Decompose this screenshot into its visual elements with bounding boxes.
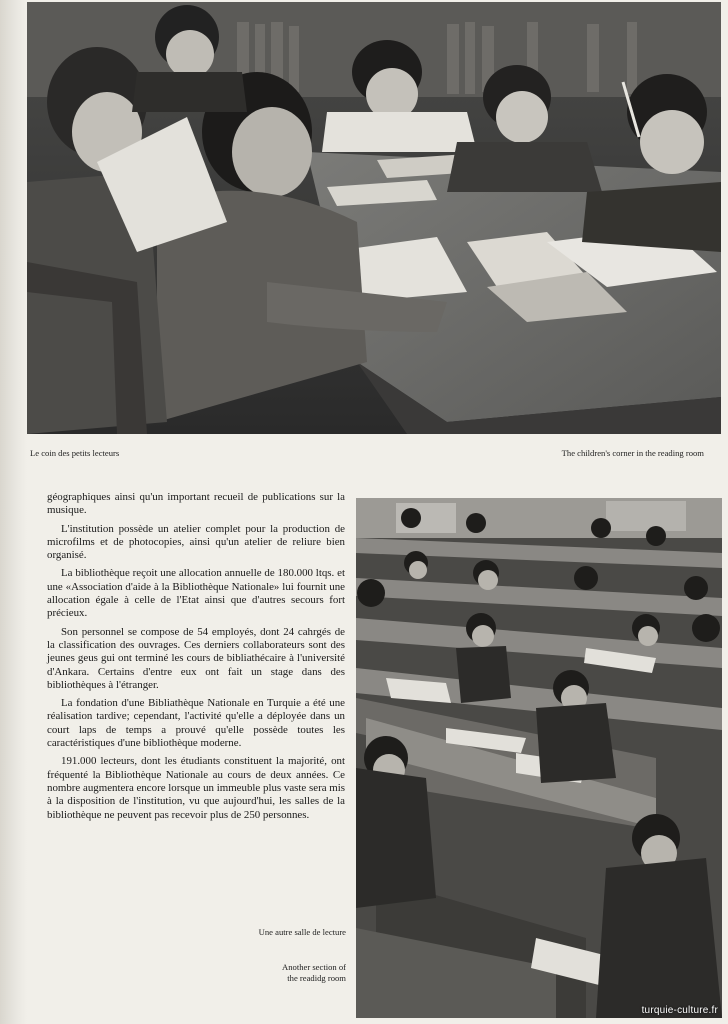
paragraph-5: La fondation d'une Bibliathèque Nationale en Turquie a été une réalisation tardive; cependant, l'activité qu'elle a déployée dans un court laps de temps a prouvé qu'elle possède toutes les caractéristiques d'une bibliothèque moderne.	[47, 697, 345, 750]
paragraph-3: La bibliothèque reçoit une allocation annuelle de 180.000 ltqs. et une «Association d'aide à la Bibliothèque Nationale» lui fournit une allocation égale à celle de l'Etat ainsi que d'autres secours fort précieux.	[47, 567, 345, 620]
caption-english-line-1: Another section of	[282, 962, 346, 972]
paragraph-4: Son personnel se compose de 54 employés, dont 24 cahrgés de la classification des ouvrages. Ces derniers collaborateurs sont des jeunes geus gui ont terminé les cours de bibliathécaire à l'université d'Ankara. Certains d'entre eux ont fait un stage dans des bibliothèques à l'étranger.	[47, 625, 345, 691]
article-body	[47, 491, 345, 827]
reading-room-photo	[356, 498, 722, 1018]
caption-english-line-2: the readidg room	[287, 973, 346, 983]
paragraph-1: géographiques ainsi qu'un important recueil de publications sur la musique.	[47, 491, 345, 517]
paragraph-2: L'institution possède un atelier complet pour la production de microfilms et de photocopies, ainsi qu'un atelier de reliure bien organisé.	[47, 522, 345, 562]
paragraph-6: 191.000 lecteurs, dont les étudiants constituent la majorité, ont fréquenté la Bibliothèque Nationale au cours de deux années. Ce nombre augmentera encore lorsque un immeuble plus vaste sera mis à la disposition de l'institution, vu que aujourd'hui, les salles de la bibliothèque ne peuvent pas recevoir plus de 250 personnes.	[47, 755, 345, 821]
site-watermark: turquie-culture.fr	[641, 1005, 718, 1016]
bottom-photo-caption-french: Une autre salle de lecture	[258, 927, 346, 937]
top-photo-caption-french: Le coin des petits lecteurs	[30, 448, 120, 458]
page-binding-edge	[0, 0, 27, 1024]
children-reading-photo	[27, 2, 721, 434]
bottom-photo-caption-english	[240, 962, 346, 984]
top-photo-caption-english: The children's corner in the reading room	[561, 448, 704, 458]
